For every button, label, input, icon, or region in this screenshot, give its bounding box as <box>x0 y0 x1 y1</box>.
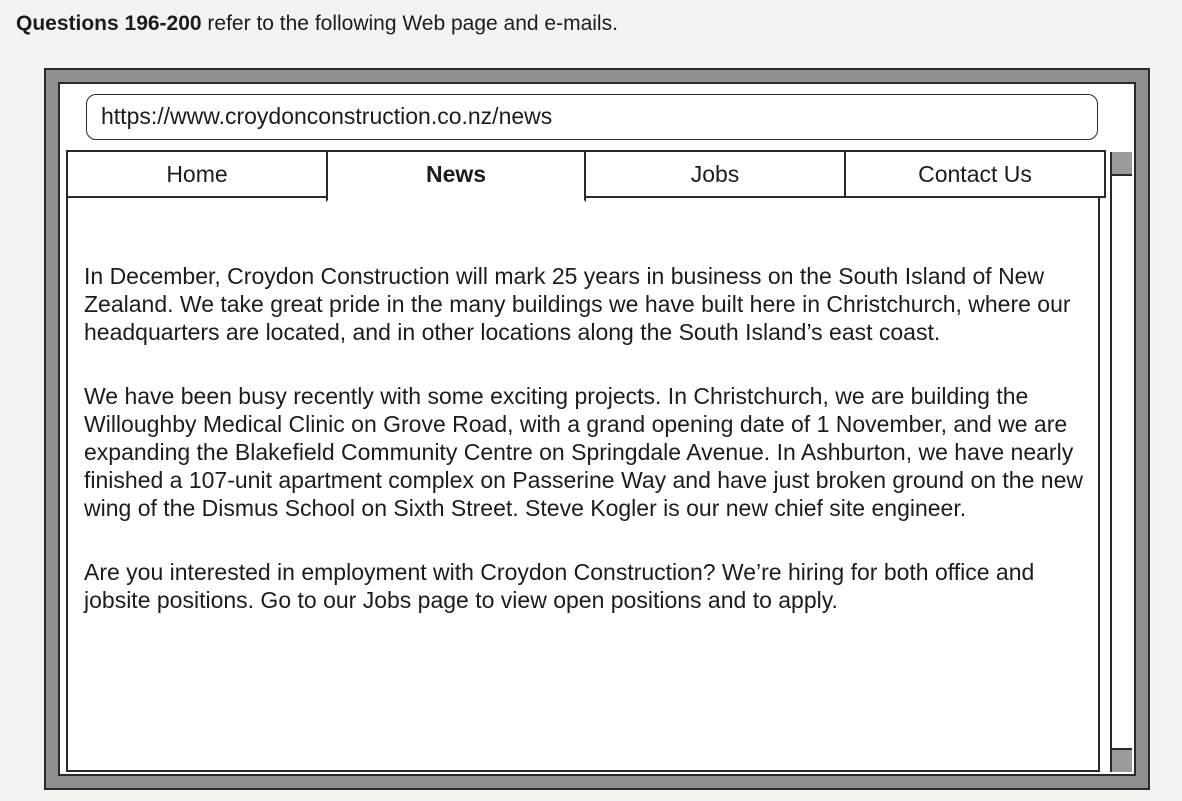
tab-contact-us[interactable]: Contact Us <box>844 150 1106 198</box>
browser-window <box>44 68 1150 790</box>
question-intro-text: refer to the following Web page and e-mails. <box>201 12 618 35</box>
tab-news[interactable]: News <box>326 150 586 202</box>
vertical-scrollbar[interactable] <box>1110 152 1132 772</box>
news-article <box>84 262 1084 650</box>
article-paragraph-hiring: Are you interested in employment with Croydon Construction? We’re hiring for both office and jobsite positions. Go to our Jobs page to view open positions and to apply. <box>84 559 1035 613</box>
active-tab-layer <box>66 150 1100 198</box>
question-range: Questions 196-200 <box>16 12 202 35</box>
browser-viewport <box>58 82 1136 776</box>
tab-home[interactable]: Home <box>66 150 328 198</box>
scroll-down-button[interactable] <box>1112 748 1132 772</box>
question-intro <box>16 10 618 38</box>
scroll-up-button[interactable] <box>1112 152 1132 176</box>
address-bar[interactable]: https://www.croydonconstruction.co.nz/news <box>86 94 1098 140</box>
article-paragraph-projects: We have been busy recently with some exciting projects. In Christchurch, we are building the Willoughby Medical Clinic on Grove Road, with a grand opening date of 1 November, and we are expanding the Blakefield Community Centre on Springdale Avenue. In Ashburton, we have nearly finished a 107-unit apartment complex on Passerine Way and have just broken ground on the new wing of the Dismus School on Sixth Street. Steve Kogler is our new chief site engineer. <box>84 383 1083 521</box>
tab-jobs[interactable]: Jobs <box>584 150 846 198</box>
article-paragraph-anniversary: In December, Croydon Construction will mark 25 years in business on the South Island of New Zealand. We take great pride in the many buildings we have built here in Christchurch, where our headquarters are located, and in other locations along the South Island’s east coast. <box>84 263 1071 345</box>
